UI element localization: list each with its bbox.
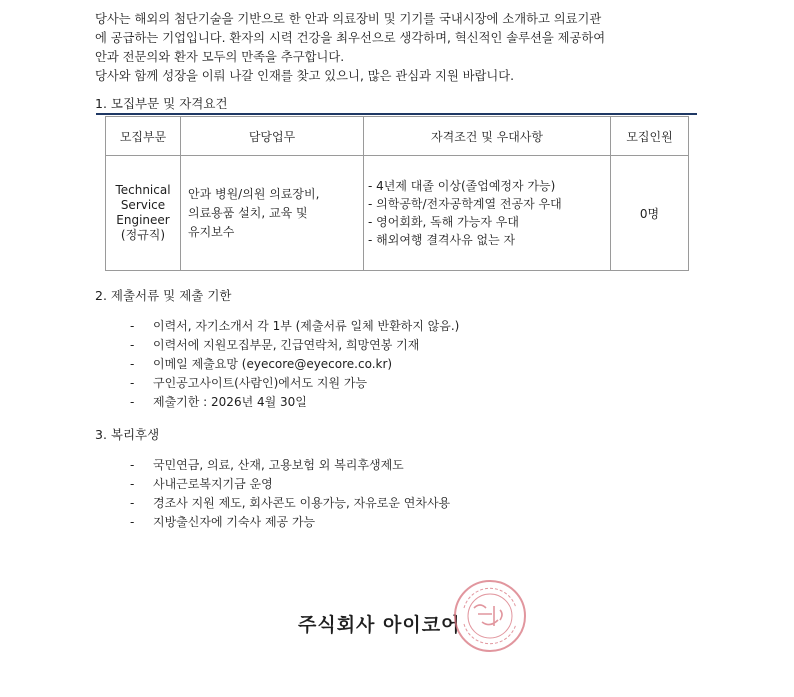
duties-line: 유지보수 — [188, 224, 235, 239]
condition-item: - 영어회화, 독해 가능자 우대 — [368, 215, 519, 229]
list-item: - 제출기한 : 2026년 4월 30일 — [130, 395, 307, 409]
cell-conditions — [364, 156, 611, 271]
list-item: - 국민연금, 의료, 산재, 고용보험 외 복리후생제도 — [130, 458, 404, 472]
section-2-title: 2. 제출서류 및 제출 기한 — [95, 288, 232, 303]
condition-item: - 의학공학/전자공학계열 전공자 우대 — [368, 197, 562, 211]
condition-item: - 4년제 대졸 이상(졸업예정자 가능) — [368, 179, 556, 193]
intro-line: 당사와 함께 성장을 이뤄 나갈 인재를 찾고 있으니, 많은 관심과 지원 바랍니다. — [95, 69, 515, 83]
list-item-text: 국민연금, 의료, 산재, 고용보험 외 복리후생제도 — [153, 458, 404, 472]
section-3-title: 3. 복리후생 — [95, 427, 160, 442]
position-line: Engineer — [116, 213, 170, 227]
list-item-text: 이력서에 지원모집부문, 긴급연락처, 희망연봉 기재 — [153, 338, 420, 352]
table-header-row — [106, 117, 689, 156]
intro-line: 에 공급하는 기업입니다. 환자의 시력 건강을 최우선으로 생각하며, 혁신적인 솔루션을 제공하여 — [95, 31, 606, 45]
cell-position — [106, 156, 181, 271]
list-item-text: 제출기한 : 2026년 4월 30일 — [153, 395, 307, 409]
company-seal-icon — [452, 578, 528, 654]
company-name: 주식회사 아이코어 — [298, 614, 461, 636]
list-item: - 사내근로복지기금 운영 — [130, 477, 273, 491]
list-item: - 이력서, 자기소개서 각 1부 (제출서류 일체 반환하지 않음.) — [130, 319, 460, 333]
intro-line: 안과 전문의와 환자 모두의 만족을 추구합니다. — [95, 50, 345, 64]
benefits-list — [130, 456, 450, 532]
list-item: - 구인공고사이트(사람인)에서도 지원 가능 — [130, 376, 368, 390]
header-position: 모집부문 — [106, 117, 181, 156]
requirements-table — [105, 116, 689, 271]
list-item-text: 이메일 제출요망 (eyecore@eyecore.co.kr) — [153, 357, 393, 371]
cell-count: 0명 — [611, 156, 689, 271]
condition-item: - 해외여행 결격사유 없는 자 — [368, 233, 516, 247]
list-item-text: 사내근로복지기금 운영 — [153, 477, 273, 491]
duties-line: 의료용품 설치, 교육 및 — [188, 205, 308, 220]
documents-list — [130, 317, 459, 412]
list-item: - 이메일 제출요망 (eyecore@eyecore.co.kr) — [130, 357, 393, 371]
list-item-text: 구인공고사이트(사람인)에서도 지원 가능 — [153, 376, 368, 390]
list-item: - 지방출신자에 기숙사 제공 가능 — [130, 515, 316, 529]
header-count: 모집인원 — [611, 117, 689, 156]
list-item: - 경조사 지원 제도, 회사콘도 이용가능, 자유로운 연차사용 — [130, 496, 451, 510]
conditions-list — [368, 177, 609, 249]
list-item: - 이력서에 지원모집부문, 긴급연락처, 희망연봉 기재 — [130, 338, 420, 352]
position-line: Service — [120, 198, 166, 212]
list-item-text: 지방출신자에 기숙사 제공 가능 — [153, 515, 316, 529]
list-item-text: 경조사 지원 제도, 회사콘도 이용가능, 자유로운 연차사용 — [153, 496, 451, 510]
duties-line: 안과 병원/의원 의료장비, — [188, 186, 320, 201]
table-row — [106, 156, 689, 271]
position-line: Technical — [115, 183, 171, 197]
intro-paragraph — [95, 10, 715, 86]
intro-line: 당사는 해외의 첨단기술을 기반으로 한 안과 의료장비 및 기기를 국내시장에 소개하고 의료기관 — [95, 12, 602, 26]
header-duties: 담당업무 — [181, 117, 364, 156]
list-item-text: 이력서, 자기소개서 각 1부 (제출서류 일체 반환하지 않음.) — [153, 319, 460, 333]
position-line: (정규직) — [120, 228, 166, 242]
table-top-rule — [96, 113, 697, 115]
header-conditions: 자격조건 및 우대사항 — [364, 117, 611, 156]
cell-duties — [181, 156, 364, 271]
section-1-title: 1. 모집부문 및 자격요건 — [95, 96, 228, 111]
